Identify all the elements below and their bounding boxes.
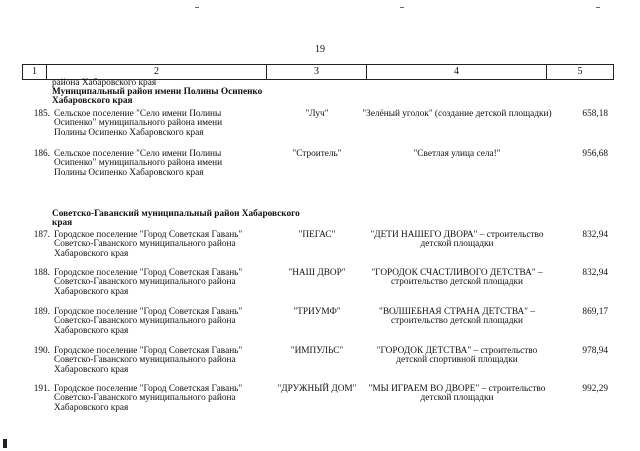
header-col-3: 3 [267,65,367,79]
row-settlement: Сельское поселение "Село имени Полины Осипенко" муниципального района имени Полины Осипенко Хабаровского края [54,109,223,138]
header-col-5: 5 [577,66,583,77]
section-title: Муниципальный район имени Полины Осипенко Хабаровского края [52,87,263,107]
row-name: "Луч" [305,109,329,119]
scan-mark [400,7,404,8]
row-project: "МЫ ИГРАЕМ ВО ДВОРЕ" – строительство детской площадки [368,384,546,404]
row-project: "ГОРОДОК ДЕТСТВА" – строительство детской спортивной площадки [376,346,538,366]
carry-over-line: района Хабаровского края [52,78,157,88]
page-number: 19 [315,44,325,55]
row-settlement: Городское поселение "Город Советская Гавань" Советско-Гаванского муниципального района Хабаровского края [54,268,243,297]
row-settlement: Городское поселение "Город Советская Гавань" Советско-Гаванского муниципального района Хабаровского края [54,346,243,375]
header-col-1: 1 [23,65,47,79]
row-project: "Светлая улица села!" [413,149,501,159]
row-number: 185. [33,109,50,119]
row-number: 187. [33,230,50,240]
section-title: Советско-Гаванский муниципальный район Хабаровского края [52,209,300,229]
header-col-4: 4 [367,65,547,79]
row-settlement: Городское поселение "Город Советская Гавань" Советско-Гаванского муниципального района Хабаровского края [54,384,243,413]
row-number: 186. [33,149,50,159]
row-project: "ГОРОДОК СЧАСТЛИВОГО ДЕТСТВА" – строительство детской площадки [371,268,543,288]
row-number: 190. [33,346,50,356]
row-amount: 869,17 [582,307,608,317]
row-number: 189. [33,307,50,317]
row-amount: 978,94 [582,346,608,356]
row-settlement: Сельское поселение "Село имени Полины Осипенко" муниципального района имени Полины Осипенко Хабаровского края [54,149,223,178]
row-settlement: Городское поселение "Город Советская Гавань" Советско-Гаванского муниципального района Хабаровского края [54,307,243,336]
row-amount: 658,18 [582,109,608,119]
row-name: "Строитель" [292,149,342,159]
row-amount: 832,94 [582,268,608,278]
row-amount: 956,68 [582,149,608,159]
row-name: "ТРИУМФ" [293,307,341,317]
row-settlement: Городское поселение "Город Советская Гавань" Советско-Гаванского муниципального района Хабаровского края [54,230,243,259]
row-name: "ДРУЖНЫЙ ДОМ" [277,384,357,394]
row-amount: 832,94 [582,230,608,240]
scan-mark [3,439,7,448]
scan-mark [195,7,199,8]
scan-mark [596,7,600,8]
header-col-2: 2 [47,65,267,79]
row-name: "ПЕГАС" [298,230,336,240]
row-amount: 992,29 [582,384,608,394]
row-number: 188. [33,268,50,278]
row-project: "ДЕТИ НАШЕГО ДВОРА" – строительство детской площадки [370,230,544,250]
row-name: "НАШ ДВОР" [288,268,346,278]
row-name: "ИМПУЛЬС" [290,346,344,356]
row-project: "ВОЛШЕБНАЯ СТРАНА ДЕТСТВА" – строительство детской площадки [379,307,535,327]
row-number: 191. [33,384,50,394]
row-project: "Зелёный уголок" (создание детской площадки) [362,109,552,119]
